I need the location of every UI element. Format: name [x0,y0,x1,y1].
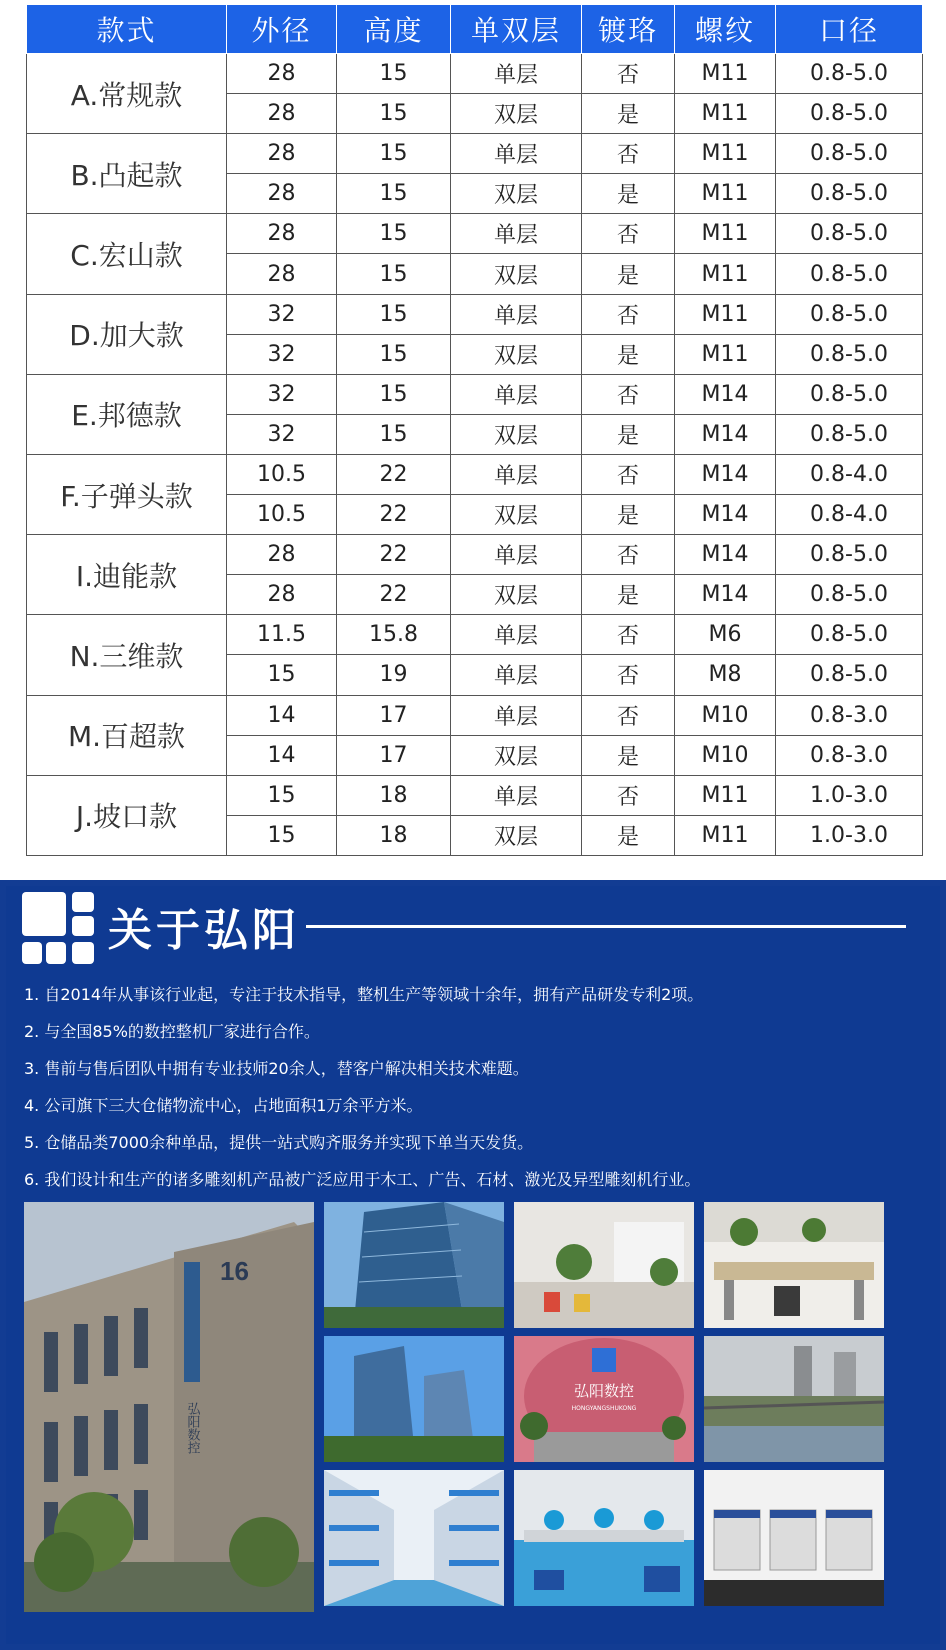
table-cell: 0.8-5.0 [776,334,923,374]
about-title: 关于弘阳 [108,905,300,956]
towers-photo [324,1336,504,1462]
table-cell: 是 [582,414,675,454]
table-cell: M14 [675,535,776,575]
city-river-photo [704,1336,884,1462]
table-cell: 1.0-3.0 [776,815,923,855]
table-row [27,134,923,174]
table-cell: M11 [675,294,776,334]
table-cell: M6 [675,615,776,655]
table-cell: M14 [675,414,776,454]
table-cell: 单层 [451,615,582,655]
table-row [27,374,923,414]
table-cell: 15 [337,254,451,294]
fact-item: 3. 售前与售后团队中拥有专业技师20余人，替客户解决相关技术难题。 [24,1059,529,1078]
table-cell: 11.5 [227,615,337,655]
table-cell: 是 [582,334,675,374]
warehouse-shelves-photo [324,1470,504,1606]
table-cell: M11 [675,775,776,815]
table-cell: 15 [227,655,337,695]
table-cell: 22 [337,495,451,535]
skyscraper-photo [324,1202,504,1328]
table-cell: 单层 [451,535,582,575]
table-cell: 28 [227,254,337,294]
company-logo-icon [22,892,94,964]
table-cell: 15.8 [337,615,451,655]
table-cell: 双层 [451,815,582,855]
model-name-cell: C.宏山款 [27,214,227,294]
table-cell: M11 [675,134,776,174]
table-cell: 18 [337,815,451,855]
table-cell: 15 [337,174,451,214]
table-cell: 17 [337,735,451,775]
table-cell: 0.8-5.0 [776,214,923,254]
table-row [27,214,923,254]
table-row [27,454,923,494]
table-cell: M8 [675,655,776,695]
table-cell: 否 [582,374,675,414]
table-cell: 0.8-3.0 [776,695,923,735]
table-cell: 是 [582,815,675,855]
table-cell: 单层 [451,214,582,254]
table-cell: 15 [337,54,451,94]
table-cell: 否 [582,615,675,655]
table-header [27,5,923,54]
model-name-cell: J.坡口款 [27,775,227,855]
table-cell: 22 [337,535,451,575]
table-cell: M11 [675,815,776,855]
table-cell: 否 [582,454,675,494]
table-cell: 15 [337,94,451,134]
table-cell: 0.8-5.0 [776,294,923,334]
table-cell: 双层 [451,575,582,615]
table-cell: 15 [337,294,451,334]
table-cell: 0.8-5.0 [776,134,923,174]
model-name-cell: A.常规款 [27,54,227,134]
table-cell: 28 [227,94,337,134]
table-cell: 单层 [451,775,582,815]
table-cell: 单层 [451,54,582,94]
table-cell: 单层 [451,655,582,695]
table-cell: 双层 [451,174,582,214]
table-cell: M11 [675,214,776,254]
table-cell: 10.5 [227,454,337,494]
table-cell: 是 [582,575,675,615]
column-header: 口径 [776,5,923,54]
table-cell: 0.8-5.0 [776,414,923,454]
table-cell: 是 [582,495,675,535]
table-cell: 0.8-5.0 [776,374,923,414]
table-cell: 15 [337,374,451,414]
table-row [27,775,923,815]
table-cell: 18 [337,775,451,815]
table-row [27,615,923,655]
model-name-cell: N.三维款 [27,615,227,695]
table-cell: 否 [582,214,675,254]
table-cell: 双层 [451,414,582,454]
table-cell: 15 [337,414,451,454]
table-cell: M14 [675,575,776,615]
table-cell: 32 [227,414,337,454]
table-cell: 28 [227,535,337,575]
table-cell: 是 [582,735,675,775]
table-cell: 28 [227,134,337,174]
fact-item: 5. 仓储品类7000余种单品，提供一站式购齐服务并实现下单当天发货。 [24,1133,534,1152]
table-cell: 22 [337,454,451,494]
column-header: 款式 [27,5,227,54]
column-header: 高度 [337,5,451,54]
table-cell: 0.8-5.0 [776,575,923,615]
table-cell: 28 [227,54,337,94]
fact-item: 2. 与全国85%的数控整机厂家进行合作。 [24,1022,320,1041]
table-cell: 0.8-5.0 [776,615,923,655]
table-cell: 0.8-3.0 [776,735,923,775]
table-cell: 22 [337,575,451,615]
table-cell: M10 [675,735,776,775]
svg-text:HONGYANGSHUKONG: HONGYANGSHUKONG [571,1405,637,1412]
table-cell: 否 [582,134,675,174]
fact-item: 1. 自2014年从事该行业起，专注于技术指导，整机生产等领域十余年，拥有产品研发专利2项。 [24,985,704,1004]
table-cell: M11 [675,254,776,294]
model-name-cell: I.迪能款 [27,535,227,615]
table-cell: M14 [675,495,776,535]
machine-line-photo [704,1470,884,1606]
table-cell: 15 [227,815,337,855]
table-cell: 32 [227,294,337,334]
table-cell: M10 [675,695,776,735]
table-cell: 双层 [451,254,582,294]
table-cell: 0.8-5.0 [776,535,923,575]
table-cell: M11 [675,94,776,134]
model-name-cell: M.百超款 [27,695,227,775]
table-cell: 0.8-5.0 [776,655,923,695]
model-name-cell: F.子弹头款 [27,454,227,534]
table-cell: 0.8-5.0 [776,174,923,214]
table-cell: 否 [582,655,675,695]
table-cell: 单层 [451,294,582,334]
svg-text:弘阳数控: 弘阳数控 [184,1402,200,1454]
table-cell: 14 [227,695,337,735]
table-cell: 单层 [451,454,582,494]
model-name-cell: B.凸起款 [27,134,227,214]
fact-item: 4. 公司旗下三大仓储物流中心，占地面积1万余平方米。 [24,1096,423,1115]
table-row [27,695,923,735]
table-cell: 1.0-3.0 [776,775,923,815]
company-facts [24,976,924,1198]
table-cell: 否 [582,294,675,334]
table-cell: 28 [227,174,337,214]
table-cell: 是 [582,254,675,294]
column-header: 螺纹 [675,5,776,54]
column-header: 镀珞 [582,5,675,54]
reception-logo-photo [514,1336,694,1462]
table-cell: 28 [227,575,337,615]
table-cell: 双层 [451,334,582,374]
title-divider [306,925,906,928]
table-cell: 单层 [451,374,582,414]
office-desks-photo [704,1202,884,1328]
table-row [27,294,923,334]
spec-table [26,4,923,856]
header-row [27,5,923,54]
table-cell: 0.8-5.0 [776,54,923,94]
table-cell: M14 [675,374,776,414]
table-cell: M14 [675,454,776,494]
table-cell: M11 [675,334,776,374]
table-cell: 0.8-5.0 [776,254,923,294]
table-cell: M11 [675,174,776,214]
lobby-photo [514,1202,694,1328]
column-header: 单双层 [451,5,582,54]
table-cell: 否 [582,775,675,815]
table-cell: 15 [337,334,451,374]
table-cell: 15 [337,214,451,254]
table-cell: 15 [337,134,451,174]
table-cell: 0.8-4.0 [776,495,923,535]
table-row [27,535,923,575]
model-name-cell: D.加大款 [27,294,227,374]
model-name-cell: E.邦德款 [27,374,227,454]
svg-text:弘阳数控: 弘阳数控 [573,1382,635,1400]
table-cell: 0.8-5.0 [776,94,923,134]
table-cell: 否 [582,54,675,94]
building-photo [24,1202,314,1612]
table-cell: 15 [227,775,337,815]
table-row [27,54,923,94]
table-cell: 19 [337,655,451,695]
table-cell: 32 [227,334,337,374]
table-cell: M11 [675,54,776,94]
table-cell: 0.8-4.0 [776,454,923,494]
table-cell: 是 [582,94,675,134]
column-header: 外径 [227,5,337,54]
assembly-workshop-photo [514,1470,694,1606]
table-cell: 是 [582,174,675,214]
table-cell: 单层 [451,695,582,735]
table-cell: 17 [337,695,451,735]
about-section [0,880,946,1650]
table-cell: 单层 [451,134,582,174]
table-cell: 28 [227,214,337,254]
table-body [27,54,923,856]
fact-item: 6. 我们设计和生产的诸多雕刻机产品被广泛应用于木工、广告、石材、激光及异型雕刻机行业。 [24,1170,701,1189]
table-cell: 否 [582,695,675,735]
table-cell: 双层 [451,495,582,535]
table-cell: 14 [227,735,337,775]
table-cell: 10.5 [227,495,337,535]
svg-text:16: 16 [220,1256,249,1286]
table-cell: 双层 [451,94,582,134]
table-cell: 否 [582,535,675,575]
table-cell: 32 [227,374,337,414]
table-cell: 双层 [451,735,582,775]
